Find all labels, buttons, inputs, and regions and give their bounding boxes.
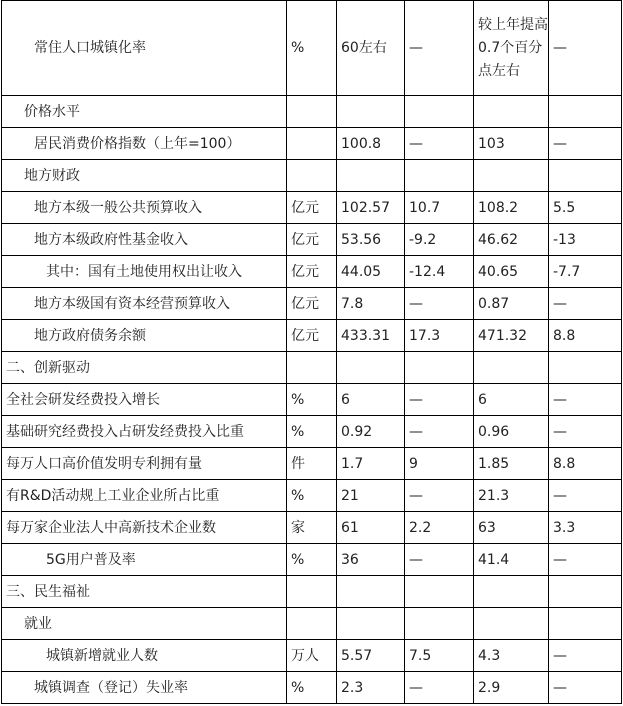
value-target-cell: 40.65 (474, 256, 549, 288)
indicator-name-cell: 地方本级政府性基金收入 (2, 224, 287, 256)
growth-current-cell (405, 576, 474, 608)
unit-cell (287, 96, 337, 128)
value-current-cell: 1.7 (337, 448, 405, 480)
indicator-name-cell: 就业 (2, 608, 287, 640)
value-current-cell: 2.3 (337, 672, 405, 704)
unit-cell (287, 128, 337, 160)
table-row (2, 288, 622, 320)
growth-target-cell (549, 96, 622, 128)
growth-current-cell: — (405, 672, 474, 704)
value-target-cell: 46.62 (474, 224, 549, 256)
table-row (2, 352, 622, 384)
table-row (2, 640, 622, 672)
value-target-cell (474, 608, 549, 640)
table-row (2, 448, 622, 480)
indicator-name-cell: 全社会研发经费投入增长 (2, 384, 287, 416)
unit-cell: % (287, 544, 337, 576)
growth-current-cell (405, 352, 474, 384)
growth-current-cell (405, 608, 474, 640)
growth-target-cell: -7.7 (549, 256, 622, 288)
value-current-cell (337, 352, 405, 384)
unit-cell: 亿元 (287, 320, 337, 352)
value-target-cell: 21.3 (474, 480, 549, 512)
value-target-cell: 较上年提高0.7个百分点左右 (474, 1, 549, 96)
growth-target-cell: 5.5 (549, 192, 622, 224)
unit-cell: 亿元 (287, 288, 337, 320)
value-current-cell: 100.8 (337, 128, 405, 160)
growth-current-cell: 9 (405, 448, 474, 480)
indicator-name-cell: 常住人口城镇化率 (2, 1, 287, 96)
unit-cell (287, 352, 337, 384)
unit-cell: 万人 (287, 640, 337, 672)
growth-current-cell: — (405, 1, 474, 96)
indicator-name-cell: 城镇新增就业人数 (2, 640, 287, 672)
table-row (2, 384, 622, 416)
value-target-cell: 1.85 (474, 448, 549, 480)
growth-current-cell: — (405, 480, 474, 512)
value-current-cell: 53.56 (337, 224, 405, 256)
unit-cell: 亿元 (287, 256, 337, 288)
indicator-name-cell: 二、创新驱动 (2, 352, 287, 384)
indicator-name-cell: 地方财政 (2, 160, 287, 192)
growth-current-cell: -9.2 (405, 224, 474, 256)
table-row (2, 96, 622, 128)
indicator-name-cell: 地方本级国有资本经营预算收入 (2, 288, 287, 320)
growth-current-cell (405, 160, 474, 192)
indicator-name-cell: 基础研究经费投入占研发经费投入比重 (2, 416, 287, 448)
growth-target-cell (549, 160, 622, 192)
growth-current-cell: — (405, 128, 474, 160)
table-row (2, 512, 622, 544)
unit-cell: % (287, 480, 337, 512)
value-target-cell (474, 352, 549, 384)
value-target-cell (474, 160, 549, 192)
growth-current-cell: 7.5 (405, 640, 474, 672)
indicator-name-cell: 地方本级一般公共预算收入 (2, 192, 287, 224)
value-current-cell (337, 160, 405, 192)
unit-cell (287, 160, 337, 192)
indicator-name-cell: 三、民生福祉 (2, 576, 287, 608)
growth-target-cell: — (549, 672, 622, 704)
indicator-name-cell: 每万人口高价值发明专利拥有量 (2, 448, 287, 480)
value-current-cell: 5.57 (337, 640, 405, 672)
value-current-cell: 21 (337, 480, 405, 512)
value-current-cell: 6 (337, 384, 405, 416)
table-row (2, 1, 622, 96)
value-target-cell (474, 576, 549, 608)
growth-target-cell: — (549, 544, 622, 576)
statistics-table (1, 0, 622, 704)
indicator-name-cell: 有R&D活动规上工业企业所占比重 (2, 480, 287, 512)
unit-cell: % (287, 1, 337, 96)
value-current-cell (337, 576, 405, 608)
growth-current-cell: 10.7 (405, 192, 474, 224)
indicator-name-cell: 价格水平 (2, 96, 287, 128)
value-target-cell: 103 (474, 128, 549, 160)
growth-target-cell: 8.8 (549, 448, 622, 480)
growth-current-cell: — (405, 288, 474, 320)
value-current-cell: 433.31 (337, 320, 405, 352)
growth-target-cell: — (549, 480, 622, 512)
unit-cell: 亿元 (287, 192, 337, 224)
growth-target-cell: — (549, 640, 622, 672)
growth-current-cell: — (405, 544, 474, 576)
growth-current-cell: 2.2 (405, 512, 474, 544)
growth-target-cell: 8.8 (549, 320, 622, 352)
growth-current-cell: -12.4 (405, 256, 474, 288)
table-body (2, 1, 622, 704)
indicator-name-cell: 居民消费价格指数（上年=100） (2, 128, 287, 160)
table-row (2, 544, 622, 576)
growth-target-cell (549, 608, 622, 640)
value-current-cell: 7.8 (337, 288, 405, 320)
indicator-name-cell: 每万家企业法人中高新技术企业数 (2, 512, 287, 544)
growth-target-cell: — (549, 288, 622, 320)
growth-target-cell: 3.3 (549, 512, 622, 544)
value-current-cell: 61 (337, 512, 405, 544)
growth-target-cell (549, 352, 622, 384)
table-row (2, 192, 622, 224)
value-current-cell (337, 96, 405, 128)
growth-current-cell: — (405, 384, 474, 416)
table-row (2, 160, 622, 192)
growth-target-cell: -13 (549, 224, 622, 256)
table-row (2, 128, 622, 160)
value-current-cell: 0.92 (337, 416, 405, 448)
value-target-cell: 63 (474, 512, 549, 544)
unit-cell: 件 (287, 448, 337, 480)
value-target-cell: 41.4 (474, 544, 549, 576)
table-row (2, 480, 622, 512)
growth-current-cell (405, 96, 474, 128)
unit-cell: % (287, 416, 337, 448)
value-current-cell: 60左右 (337, 1, 405, 96)
value-target-cell: 2.9 (474, 672, 549, 704)
table-row (2, 672, 622, 704)
value-current-cell: 102.57 (337, 192, 405, 224)
growth-current-cell: 17.3 (405, 320, 474, 352)
value-current-cell (337, 608, 405, 640)
value-target-cell: 4.3 (474, 640, 549, 672)
value-target-cell: 0.96 (474, 416, 549, 448)
value-current-cell: 36 (337, 544, 405, 576)
indicator-name-cell: 其中：国有土地使用权出让收入 (2, 256, 287, 288)
unit-cell: 亿元 (287, 224, 337, 256)
table-row (2, 576, 622, 608)
growth-target-cell (549, 576, 622, 608)
value-target-cell: 108.2 (474, 192, 549, 224)
growth-target-cell: — (549, 1, 622, 96)
indicator-name-cell: 地方政府债务余额 (2, 320, 287, 352)
growth-target-cell: — (549, 416, 622, 448)
table-row (2, 224, 622, 256)
value-target-cell: 6 (474, 384, 549, 416)
value-target-cell: 0.87 (474, 288, 549, 320)
growth-current-cell: — (405, 416, 474, 448)
indicator-name-cell: 城镇调查（登记）失业率 (2, 672, 287, 704)
value-target-cell (474, 96, 549, 128)
unit-cell: 家 (287, 512, 337, 544)
indicator-name-cell: 5G用户普及率 (2, 544, 287, 576)
table-row (2, 416, 622, 448)
table-row (2, 320, 622, 352)
value-current-cell: 44.05 (337, 256, 405, 288)
unit-cell (287, 608, 337, 640)
value-target-cell: 471.32 (474, 320, 549, 352)
table-row (2, 256, 622, 288)
table-row (2, 608, 622, 640)
growth-target-cell: — (549, 128, 622, 160)
unit-cell (287, 576, 337, 608)
unit-cell: % (287, 384, 337, 416)
unit-cell: % (287, 672, 337, 704)
growth-target-cell: — (549, 384, 622, 416)
